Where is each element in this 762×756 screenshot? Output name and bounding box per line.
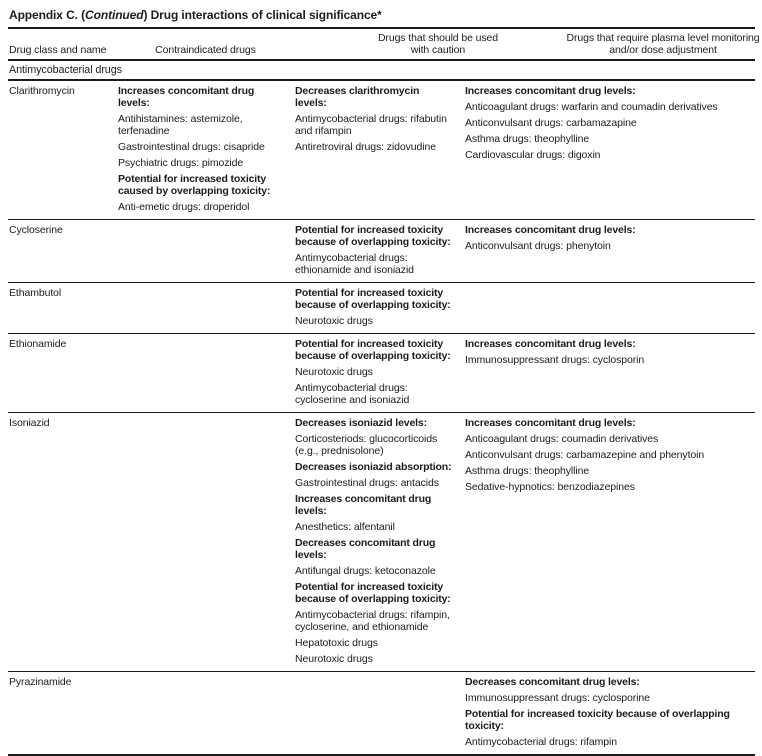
monitoring-cell [463, 672, 755, 756]
column-header-caution-text: Drugs that should be used with caution [377, 32, 499, 56]
interaction-heading: Potential for increased toxicity because of overlapping toxicity: [295, 581, 451, 605]
contraindicated-cell [118, 334, 293, 413]
column-header-drug-class: Drug class and name [8, 29, 118, 60]
contraindicated-cell [118, 80, 293, 220]
interaction-item: Antimycobacterial drugs: rifampin, cycloserine, and ethionamide [295, 609, 450, 633]
drug-name: Ethionamide [8, 334, 118, 413]
interaction-heading: Decreases clarithromycin levels: [295, 85, 420, 109]
interaction-item: Immunosuppressant drugs: cyclosporine [465, 692, 650, 704]
interaction-heading: Decreases concomitant drug levels: [295, 537, 436, 561]
section-row [8, 60, 755, 80]
interaction-item: Neurotoxic drugs [295, 653, 373, 665]
interaction-heading: Increases concomitant drug levels: [465, 417, 636, 429]
interaction-item: Hepatotoxic drugs [295, 637, 378, 649]
interaction-item: Antihistamines: astemizole, terfenadine [118, 113, 243, 137]
column-header-contraindicated: Contraindicated drugs [118, 29, 293, 60]
caution-cell [293, 413, 463, 672]
column-header-monitoring-text: Drugs that require plasma level monitoring and/or dose adjustment [566, 32, 760, 56]
interaction-item: Neurotoxic drugs [295, 315, 373, 327]
interaction-item: Anticonvulsant drugs: phenytoin [465, 240, 611, 252]
section-header: Antimycobacterial drugs [8, 60, 755, 80]
monitoring-cell [463, 220, 755, 283]
interaction-item: Antimycobacterial drugs: ethionamide and isoniazid [295, 252, 414, 276]
interaction-item: Anti-emetic drugs: droperidol [118, 201, 250, 213]
interaction-item: Cardiovascular drugs: digoxin [465, 149, 601, 161]
interaction-item: Antimycobacterial drugs: cycloserine and isoniazid [295, 382, 410, 406]
interaction-heading: Potential for increased toxicity because of overlapping toxicity: [465, 708, 730, 732]
contraindicated-cell [118, 413, 293, 672]
interaction-heading: Potential for increased toxicity because of overlapping toxicity: [295, 224, 451, 248]
monitoring-cell [463, 283, 755, 334]
caution-cell [293, 220, 463, 283]
drug-name: Isoniazid [8, 413, 118, 672]
interaction-heading: Decreases isoniazid levels: [295, 417, 427, 429]
caution-cell [293, 80, 463, 220]
interaction-heading: Potential for increased toxicity because of overlapping toxicity: [295, 287, 451, 311]
caution-cell [293, 672, 463, 756]
interaction-item: Anticonvulsant drugs: carbamazapine [465, 117, 637, 129]
appendix-title-rest: ) Drug interactions of clinical significance* [143, 8, 382, 22]
appendix-title-prefix: Appendix C. ( [9, 8, 86, 22]
interaction-item: Neurotoxic drugs [295, 366, 373, 378]
interaction-item: Immunosuppressant drugs: cyclosporin [465, 354, 645, 366]
table-body [8, 80, 755, 755]
drug-interactions-table [8, 29, 760, 756]
appendix-title-continued: Continued [85, 8, 144, 22]
interaction-heading: Potential for increased toxicity because of overlapping toxicity: [295, 338, 451, 362]
interaction-item: Corticosteriods: glucocorticoids (e.g., prednisolone) [295, 433, 438, 457]
interaction-item: Psychiatric drugs: pimozide [118, 157, 244, 169]
table-row [8, 334, 755, 413]
interaction-heading: Increases concomitant drug levels: [465, 224, 636, 236]
interaction-item: Anticonvulsant drugs: carbamazepine and phenytoin [465, 449, 705, 461]
interaction-item: Antimycobacterial drugs: rifampin [465, 736, 617, 748]
contraindicated-cell [118, 672, 293, 756]
drug-name: Clarithromycin [8, 80, 118, 220]
drug-name: Ethambutol [8, 283, 118, 334]
column-header-caution [293, 29, 499, 60]
interaction-item: Asthma drugs: theophylline [465, 133, 590, 145]
column-header-monitoring [463, 29, 760, 60]
interaction-item: Anticoagulant drugs: warfarin and coumadin derivatives [465, 101, 718, 113]
interaction-heading: Increases concomitant drug levels: [465, 338, 636, 350]
interaction-item: Anesthetics: alfentanil [295, 521, 395, 533]
interaction-heading: Increases concomitant drug levels: [465, 85, 636, 97]
table-row [8, 80, 755, 220]
interaction-item: Asthma drugs: theophylline [465, 465, 590, 477]
drug-name: Cycloserine [8, 220, 118, 283]
table-row [8, 672, 755, 756]
table-header [8, 29, 760, 60]
interaction-heading: Decreases isoniazid absorption: [295, 461, 452, 473]
interaction-item: Antiretroviral drugs: zidovudine [295, 141, 436, 153]
interaction-item: Gastrointestinal drugs: antacids [295, 477, 439, 489]
interaction-item: Sedative-hypnotics: benzodiazepines [465, 481, 635, 493]
interaction-item: Gastrointestinal drugs: cisapride [118, 141, 265, 153]
interaction-heading: Increases concomitant drug levels: [295, 493, 432, 517]
interaction-heading: Potential for increased toxicity caused by overlapping toxicity: [118, 173, 271, 197]
interaction-item: Anticoagulant drugs: coumadin derivatives [465, 433, 659, 445]
appendix-title [8, 5, 755, 29]
interaction-item: Antifungal drugs: ketoconazole [295, 565, 436, 577]
monitoring-cell [463, 413, 755, 672]
interaction-heading: Decreases concomitant drug levels: [465, 676, 640, 688]
table-row [8, 220, 755, 283]
drug-name: Pyrazinamide [8, 672, 118, 756]
interaction-item: Antimycobacterial drugs: rifabutin and rifampin [295, 113, 447, 137]
caution-cell [293, 283, 463, 334]
monitoring-cell [463, 334, 755, 413]
monitoring-cell [463, 80, 755, 220]
table-row [8, 413, 755, 672]
caution-cell [293, 334, 463, 413]
contraindicated-cell [118, 283, 293, 334]
interaction-heading: Increases concomitant drug levels: [118, 85, 255, 109]
contraindicated-cell [118, 220, 293, 283]
table-row [8, 283, 755, 334]
